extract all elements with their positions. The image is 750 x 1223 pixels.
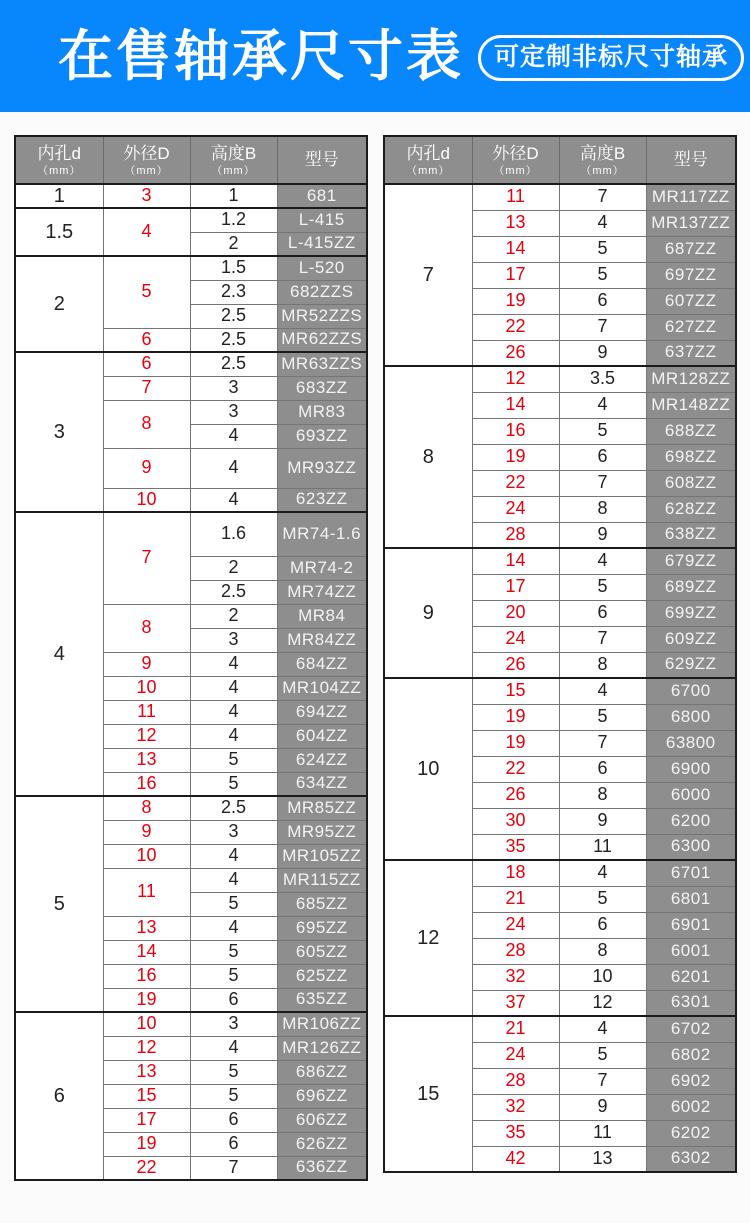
cell-height: 5 xyxy=(559,236,646,262)
cell-height: 1 xyxy=(190,184,277,208)
cell-model: 697ZZ xyxy=(646,262,736,288)
cell-outer-diameter: 28 xyxy=(472,938,559,964)
tables-container xyxy=(0,112,750,1181)
cell-height: 1.2 xyxy=(190,208,277,232)
column-label: 外径D xyxy=(492,144,539,164)
cell-model: MR105ZZ xyxy=(277,844,367,868)
cell-outer-diameter: 26 xyxy=(472,340,559,366)
cell-outer-diameter: 14 xyxy=(472,392,559,418)
header-row xyxy=(15,136,367,184)
column-unit: （mm） xyxy=(406,164,451,177)
cell-height: 4 xyxy=(190,448,277,488)
cell-model: MR84ZZ xyxy=(277,628,367,652)
column-label: 内孔d xyxy=(406,144,450,164)
cell-model: MR95ZZ xyxy=(277,820,367,844)
cell-model: 6701 xyxy=(646,860,736,886)
cell-model: 629ZZ xyxy=(646,652,736,678)
cell-height: 8 xyxy=(559,782,646,808)
cell-height: 4 xyxy=(190,724,277,748)
cell-model: MR74-1.6 xyxy=(277,512,367,556)
cell-model: 689ZZ xyxy=(646,574,736,600)
column-label: 型号 xyxy=(673,150,708,170)
cell-height: 4 xyxy=(190,652,277,676)
cell-model: 609ZZ xyxy=(646,626,736,652)
cell-outer-diameter: 24 xyxy=(472,496,559,522)
cell-outer-diameter: 14 xyxy=(472,236,559,262)
cell-outer-diameter: 24 xyxy=(472,626,559,652)
cell-model: MR62ZZS xyxy=(277,328,367,352)
cell-model: MR137ZZ xyxy=(646,210,736,236)
cell-model: MR106ZZ xyxy=(277,1012,367,1036)
cell-model: 686ZZ xyxy=(277,1060,367,1084)
cell-height: 5 xyxy=(190,940,277,964)
cell-model: L-415ZZ xyxy=(277,232,367,256)
cell-outer-diameter: 10 xyxy=(103,844,190,868)
cell-model: 6802 xyxy=(646,1042,736,1068)
cell-height: 4 xyxy=(190,488,277,512)
cell-model: 6801 xyxy=(646,886,736,912)
cell-model: MR84 xyxy=(277,604,367,628)
cell-model: MR93ZZ xyxy=(277,448,367,488)
cell-height: 5 xyxy=(559,1042,646,1068)
cell-height: 5 xyxy=(190,892,277,916)
column-header-outer-diameter xyxy=(472,136,559,184)
column-unit: （mm） xyxy=(37,164,82,177)
column-label: 内孔d xyxy=(37,144,81,164)
cell-outer-diameter: 26 xyxy=(472,652,559,678)
table-row xyxy=(15,352,367,376)
cell-height: 9 xyxy=(559,808,646,834)
cell-model: 634ZZ xyxy=(277,772,367,796)
table-row xyxy=(384,184,736,210)
cell-outer-diameter: 8 xyxy=(103,796,190,820)
cell-outer-diameter: 3 xyxy=(103,184,190,208)
cell-outer-diameter: 19 xyxy=(472,704,559,730)
column-header-height xyxy=(559,136,646,184)
cell-model: 6002 xyxy=(646,1094,736,1120)
cell-model: 696ZZ xyxy=(277,1084,367,1108)
cell-outer-diameter: 9 xyxy=(103,820,190,844)
cell-height: 7 xyxy=(559,314,646,340)
cell-model: MR128ZZ xyxy=(646,366,736,392)
cell-model: MR104ZZ xyxy=(277,676,367,700)
table-row xyxy=(15,1012,367,1036)
cell-inner-diameter: 6 xyxy=(15,1012,103,1180)
cell-height: 5 xyxy=(190,964,277,988)
cell-model: 628ZZ xyxy=(646,496,736,522)
cell-height: 2.5 xyxy=(190,328,277,352)
table-row xyxy=(384,1016,736,1042)
table-row xyxy=(15,796,367,820)
cell-outer-diameter: 14 xyxy=(103,940,190,964)
cell-model: 626ZZ xyxy=(277,1132,367,1156)
cell-height: 2.5 xyxy=(190,580,277,604)
cell-height: 5 xyxy=(559,574,646,600)
page-title: 在售轴承尺寸表 xyxy=(58,24,465,87)
cell-height: 2 xyxy=(190,232,277,256)
cell-height: 7 xyxy=(559,730,646,756)
cell-model: 6001 xyxy=(646,938,736,964)
cell-model: 6302 xyxy=(646,1146,736,1172)
cell-height: 4 xyxy=(190,676,277,700)
cell-outer-diameter: 18 xyxy=(472,860,559,886)
cell-outer-diameter: 10 xyxy=(103,676,190,700)
cell-model: 6200 xyxy=(646,808,736,834)
cell-model: MR83 xyxy=(277,400,367,424)
column-label: 高度B xyxy=(579,144,626,164)
column-header-model xyxy=(277,136,367,184)
cell-outer-diameter: 9 xyxy=(103,652,190,676)
cell-model: 6901 xyxy=(646,912,736,938)
cell-model: 685ZZ xyxy=(277,892,367,916)
cell-height: 13 xyxy=(559,1146,646,1172)
cell-outer-diameter: 37 xyxy=(472,990,559,1016)
cell-outer-diameter: 6 xyxy=(103,328,190,352)
cell-outer-diameter: 22 xyxy=(472,314,559,340)
cell-outer-diameter: 35 xyxy=(472,1120,559,1146)
cell-height: 2 xyxy=(190,556,277,580)
cell-outer-diameter: 16 xyxy=(103,772,190,796)
cell-inner-diameter: 5 xyxy=(15,796,103,1012)
cell-height: 2.5 xyxy=(190,796,277,820)
cell-model: 682ZZS xyxy=(277,280,367,304)
cell-model: L-415 xyxy=(277,208,367,232)
table-row xyxy=(15,256,367,280)
cell-height: 2.5 xyxy=(190,304,277,328)
cell-model: 623ZZ xyxy=(277,488,367,512)
cell-outer-diameter: 13 xyxy=(103,916,190,940)
cell-model: MR148ZZ xyxy=(646,392,736,418)
cell-outer-diameter: 15 xyxy=(103,1084,190,1108)
cell-outer-diameter: 13 xyxy=(103,748,190,772)
cell-height: 6 xyxy=(190,988,277,1012)
cell-model: 6700 xyxy=(646,678,736,704)
cell-height: 5 xyxy=(190,772,277,796)
cell-height: 7 xyxy=(190,1156,277,1180)
column-unit: （mm） xyxy=(211,164,256,177)
cell-model: 695ZZ xyxy=(277,916,367,940)
cell-outer-diameter: 8 xyxy=(103,604,190,652)
cell-height: 4 xyxy=(190,916,277,940)
column-label: 型号 xyxy=(304,150,339,170)
cell-inner-diameter: 1 xyxy=(15,184,103,208)
cell-inner-diameter: 12 xyxy=(384,860,472,1016)
cell-outer-diameter: 35 xyxy=(472,834,559,860)
cell-height: 5 xyxy=(559,704,646,730)
cell-outer-diameter: 12 xyxy=(103,724,190,748)
cell-model: 698ZZ xyxy=(646,444,736,470)
cell-outer-diameter: 19 xyxy=(472,288,559,314)
cell-model: 6000 xyxy=(646,782,736,808)
cell-outer-diameter: 30 xyxy=(472,808,559,834)
cell-outer-diameter: 19 xyxy=(472,730,559,756)
table-row xyxy=(384,548,736,574)
cell-model: 606ZZ xyxy=(277,1108,367,1132)
cell-height: 4 xyxy=(559,548,646,574)
cell-height: 12 xyxy=(559,990,646,1016)
cell-outer-diameter: 24 xyxy=(472,912,559,938)
cell-outer-diameter: 7 xyxy=(103,376,190,400)
cell-model: MR115ZZ xyxy=(277,868,367,892)
cell-height: 5 xyxy=(559,886,646,912)
cell-outer-diameter: 19 xyxy=(103,1132,190,1156)
cell-outer-diameter: 10 xyxy=(103,1012,190,1036)
cell-outer-diameter: 8 xyxy=(103,400,190,448)
cell-outer-diameter: 9 xyxy=(103,448,190,488)
cell-model: 6301 xyxy=(646,990,736,1016)
cell-outer-diameter: 12 xyxy=(103,1036,190,1060)
cell-height: 5 xyxy=(190,1060,277,1084)
cell-height: 5 xyxy=(559,262,646,288)
cell-height: 8 xyxy=(559,652,646,678)
cell-outer-diameter: 20 xyxy=(472,600,559,626)
cell-height: 4 xyxy=(559,860,646,886)
cell-height: 7 xyxy=(559,470,646,496)
column-header-model xyxy=(646,136,736,184)
cell-outer-diameter: 11 xyxy=(103,700,190,724)
column-header-inner-diameter xyxy=(384,136,472,184)
table-row xyxy=(384,366,736,392)
cell-height: 6 xyxy=(190,1108,277,1132)
cell-outer-diameter: 22 xyxy=(472,756,559,782)
cell-height: 4 xyxy=(190,1036,277,1060)
cell-outer-diameter: 22 xyxy=(103,1156,190,1180)
cell-outer-diameter: 7 xyxy=(103,512,190,604)
cell-height: 4 xyxy=(559,1016,646,1042)
cell-height: 4 xyxy=(190,700,277,724)
cell-model: MR126ZZ xyxy=(277,1036,367,1060)
cell-height: 4 xyxy=(559,210,646,236)
cell-model: 627ZZ xyxy=(646,314,736,340)
cell-model: MR63ZZS xyxy=(277,352,367,376)
cell-model: 63800 xyxy=(646,730,736,756)
cell-outer-diameter: 32 xyxy=(472,964,559,990)
cell-height: 6 xyxy=(559,600,646,626)
cell-height: 5 xyxy=(190,748,277,772)
cell-model: MR74ZZ xyxy=(277,580,367,604)
cell-height: 6 xyxy=(559,288,646,314)
cell-model: MR85ZZ xyxy=(277,796,367,820)
cell-inner-diameter: 9 xyxy=(384,548,472,678)
column-label: 外径D xyxy=(123,144,170,164)
cell-height: 8 xyxy=(559,496,646,522)
cell-height: 11 xyxy=(559,834,646,860)
cell-outer-diameter: 32 xyxy=(472,1094,559,1120)
cell-height: 3 xyxy=(190,1012,277,1036)
cell-outer-diameter: 28 xyxy=(472,1068,559,1094)
cell-model: 608ZZ xyxy=(646,470,736,496)
cell-height: 3.5 xyxy=(559,366,646,392)
cell-model: 6300 xyxy=(646,834,736,860)
cell-model: 6202 xyxy=(646,1120,736,1146)
cell-height: 3 xyxy=(190,628,277,652)
cell-outer-diameter: 11 xyxy=(103,868,190,916)
cell-model: MR52ZZS xyxy=(277,304,367,328)
cell-inner-diameter: 2 xyxy=(15,256,103,352)
cell-height: 10 xyxy=(559,964,646,990)
cell-height: 2.5 xyxy=(190,352,277,376)
column-unit: （mm） xyxy=(124,164,169,177)
bearing-size-table-left xyxy=(14,135,368,1181)
cell-outer-diameter: 11 xyxy=(472,184,559,210)
bearing-size-table-right xyxy=(383,135,737,1173)
cell-outer-diameter: 6 xyxy=(103,352,190,376)
cell-model: 684ZZ xyxy=(277,652,367,676)
cell-model: 688ZZ xyxy=(646,418,736,444)
cell-model: MR117ZZ xyxy=(646,184,736,210)
cell-height: 5 xyxy=(190,1084,277,1108)
cell-outer-diameter: 16 xyxy=(103,964,190,988)
cell-height: 7 xyxy=(559,1068,646,1094)
cell-outer-diameter: 15 xyxy=(472,678,559,704)
cell-outer-diameter: 17 xyxy=(103,1108,190,1132)
cell-height: 4 xyxy=(559,392,646,418)
cell-outer-diameter: 26 xyxy=(472,782,559,808)
cell-outer-diameter: 14 xyxy=(472,548,559,574)
cell-model: 624ZZ xyxy=(277,748,367,772)
cell-model: 694ZZ xyxy=(277,700,367,724)
cell-inner-diameter: 3 xyxy=(15,352,103,512)
cell-model: 6902 xyxy=(646,1068,736,1094)
table-row xyxy=(384,678,736,704)
cell-model: 683ZZ xyxy=(277,376,367,400)
cell-model: 638ZZ xyxy=(646,522,736,548)
column-unit: （mm） xyxy=(493,164,538,177)
cell-outer-diameter: 19 xyxy=(103,988,190,1012)
cell-outer-diameter: 13 xyxy=(472,210,559,236)
cell-model: 637ZZ xyxy=(646,340,736,366)
cell-outer-diameter: 4 xyxy=(103,208,190,256)
table-row xyxy=(384,860,736,886)
header-row xyxy=(384,136,736,184)
cell-height: 6 xyxy=(559,912,646,938)
cell-height: 3 xyxy=(190,400,277,424)
cell-model: 699ZZ xyxy=(646,600,736,626)
cell-outer-diameter: 17 xyxy=(472,262,559,288)
cell-height: 6 xyxy=(559,444,646,470)
cell-outer-diameter: 16 xyxy=(472,418,559,444)
cell-model: 693ZZ xyxy=(277,424,367,448)
cell-height: 2 xyxy=(190,604,277,628)
cell-model: 605ZZ xyxy=(277,940,367,964)
cell-model: 604ZZ xyxy=(277,724,367,748)
column-unit: （mm） xyxy=(580,164,625,177)
cell-height: 7 xyxy=(559,184,646,210)
cell-model: 687ZZ xyxy=(646,236,736,262)
cell-inner-diameter: 1.5 xyxy=(15,208,103,256)
cell-outer-diameter: 17 xyxy=(472,574,559,600)
cell-height: 4 xyxy=(559,678,646,704)
cell-height: 8 xyxy=(559,938,646,964)
cell-height: 6 xyxy=(559,756,646,782)
cell-outer-diameter: 21 xyxy=(472,1016,559,1042)
cell-height: 1.6 xyxy=(190,512,277,556)
cell-model: MR74-2 xyxy=(277,556,367,580)
cell-outer-diameter: 5 xyxy=(103,256,190,328)
cell-height: 9 xyxy=(559,522,646,548)
cell-outer-diameter: 22 xyxy=(472,470,559,496)
cell-outer-diameter: 19 xyxy=(472,444,559,470)
cell-model: L-520 xyxy=(277,256,367,280)
table-row xyxy=(15,184,367,208)
cell-height: 3 xyxy=(190,820,277,844)
cell-model: 6702 xyxy=(646,1016,736,1042)
cell-height: 6 xyxy=(190,1132,277,1156)
cell-inner-diameter: 8 xyxy=(384,366,472,548)
cell-inner-diameter: 10 xyxy=(384,678,472,860)
cell-model: 681 xyxy=(277,184,367,208)
cell-height: 2.3 xyxy=(190,280,277,304)
cell-model: 636ZZ xyxy=(277,1156,367,1180)
cell-model: 6900 xyxy=(646,756,736,782)
cell-model: 607ZZ xyxy=(646,288,736,314)
cell-outer-diameter: 13 xyxy=(103,1060,190,1084)
cell-height: 11 xyxy=(559,1120,646,1146)
cell-outer-diameter: 12 xyxy=(472,366,559,392)
cell-inner-diameter: 4 xyxy=(15,512,103,796)
cell-height: 4 xyxy=(190,868,277,892)
header-banner xyxy=(0,0,750,112)
cell-model: 635ZZ xyxy=(277,988,367,1012)
cell-height: 5 xyxy=(559,418,646,444)
cell-model: 6800 xyxy=(646,704,736,730)
cell-height: 1.5 xyxy=(190,256,277,280)
cell-inner-diameter: 7 xyxy=(384,184,472,366)
cell-outer-diameter: 42 xyxy=(472,1146,559,1172)
cell-model: 6201 xyxy=(646,964,736,990)
column-header-inner-diameter xyxy=(15,136,103,184)
cell-height: 9 xyxy=(559,1094,646,1120)
cell-model: 625ZZ xyxy=(277,964,367,988)
cell-height: 7 xyxy=(559,626,646,652)
custom-size-badge: 可定制非标尺寸轴承 xyxy=(478,35,744,81)
cell-outer-diameter: 28 xyxy=(472,522,559,548)
cell-height: 3 xyxy=(190,376,277,400)
column-label: 高度B xyxy=(210,144,257,164)
table-row xyxy=(15,208,367,232)
table-row xyxy=(15,512,367,556)
cell-inner-diameter: 15 xyxy=(384,1016,472,1172)
column-header-outer-diameter xyxy=(103,136,190,184)
cell-height: 4 xyxy=(190,844,277,868)
cell-model: 679ZZ xyxy=(646,548,736,574)
cell-outer-diameter: 24 xyxy=(472,1042,559,1068)
cell-height: 9 xyxy=(559,340,646,366)
column-header-height xyxy=(190,136,277,184)
cell-height: 4 xyxy=(190,424,277,448)
cell-outer-diameter: 21 xyxy=(472,886,559,912)
cell-outer-diameter: 10 xyxy=(103,488,190,512)
